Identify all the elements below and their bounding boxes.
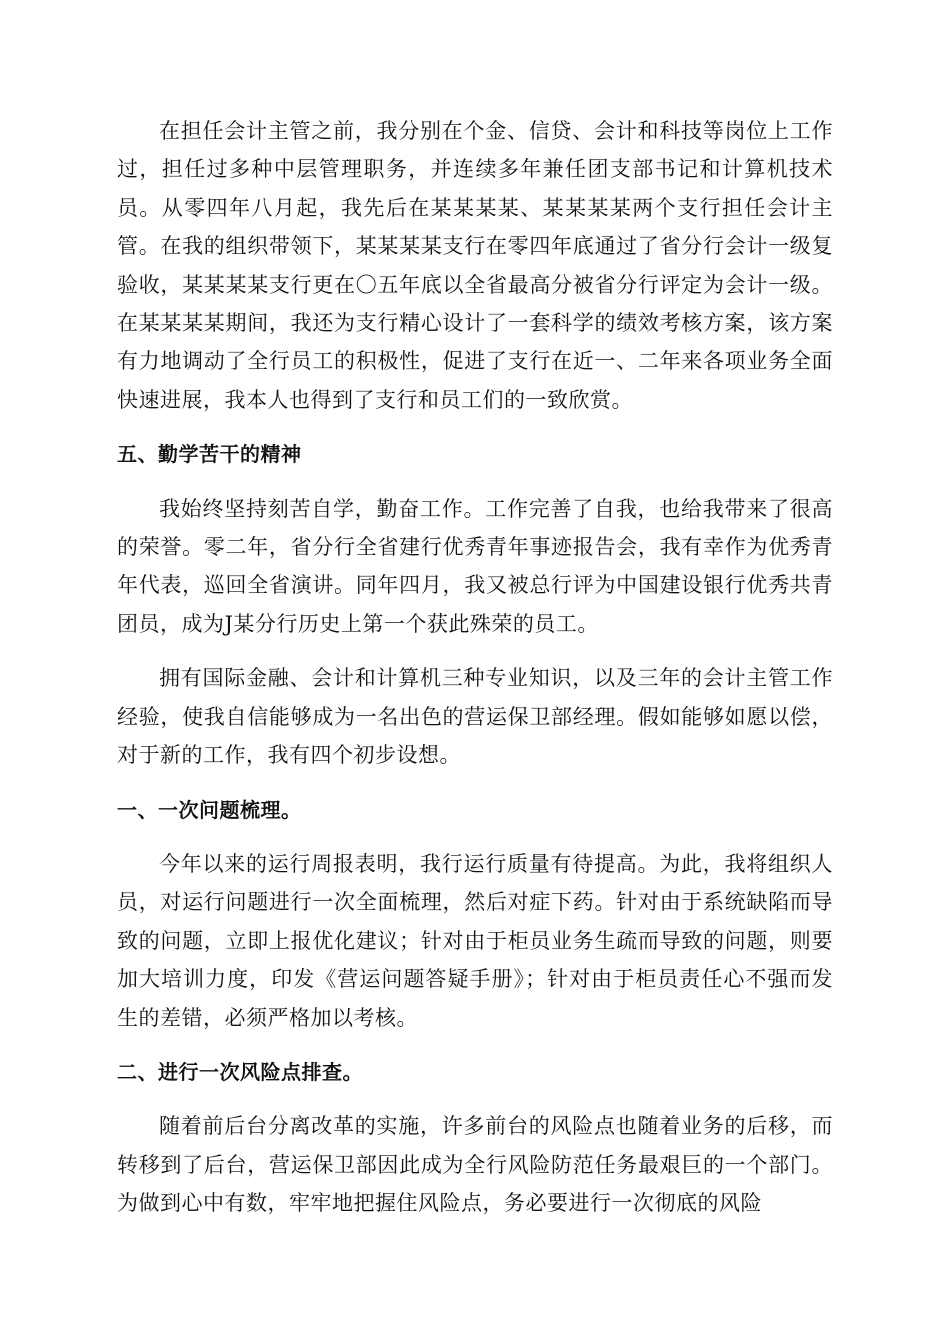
section-heading-diligence: 五、勤学苦干的精神: [117, 442, 302, 467]
paragraph-honors: 我始终坚持刻苦自学，勤奋工作。工作完善了自我，也给我带来了很高的荣誉。零二年，省分行全省建行优秀青年事迹报告会，我有幸作为优秀青年代表，巡回全省演讲。同年四月，我又被总行评为中国建设银行优秀共青团员，成为J某分行历史上第一个获此殊荣的员工。: [117, 496, 833, 636]
section-heading-risk-check: 二、进行一次风险点排查。: [117, 1059, 363, 1084]
paragraph-accounting-supervisor-experience: 在担任会计主管之前，我分别在个金、信贷、会计和科技等岗位上工作过，担任过多种中层管理职务，并连续多年兼任团支部书记和计算机技术员。从零四年八月起，我先后在某某某某、某某某某两个支行担任会计主管。在我的组织带领下，某某某某支行在零四年底通过了省分行会计一级复验收，某某某某支行更在〇五年底以全省最高分被省分行评定为会计一级。在某某某某期间，我还为支行精心设计了一套科学的绩效考核方案，该方案有力地调动了全行员工的积极性，促进了支行在近一、二年来各项业务全面快速进展，我本人也得到了支行和员工们的一致欣赏。: [117, 119, 833, 412]
paragraph-risk-check: 随着前后台分离改革的实施，许多前台的风险点也随着业务的后移，而转移到了后台，营运保卫部因此成为全行风险防范任务最艰巨的一个部门。为做到心中有数，牢牢地把握住风险点，务必要进行一次彻底的风险: [117, 1114, 833, 1216]
paragraph-problem-review: 今年以来的运行周报表明，我行运行质量有待提高。为此，我将组织人员，对运行问题进行一次全面梳理，然后对症下药。针对由于系统缺陷而导致的问题，立即上报优化建议；针对由于柜员业务生疏而导致的问题，则要加大培训力度，印发《营运问题答疑手册》；针对由于柜员责任心不强而发生的差错，必须严格加以考核。: [117, 851, 833, 1030]
paragraph-qualifications: 拥有国际金融、会计和计算机三种专业知识，以及三年的会计主管工作经验，使我自信能够成为一名出色的营运保卫部经理。假如能够如愿以偿，对于新的工作，我有四个初步设想。: [117, 666, 833, 768]
document-body: [117, 112, 833, 1223]
section-heading-problem-review: 一、一次问题梳理。: [117, 797, 302, 822]
